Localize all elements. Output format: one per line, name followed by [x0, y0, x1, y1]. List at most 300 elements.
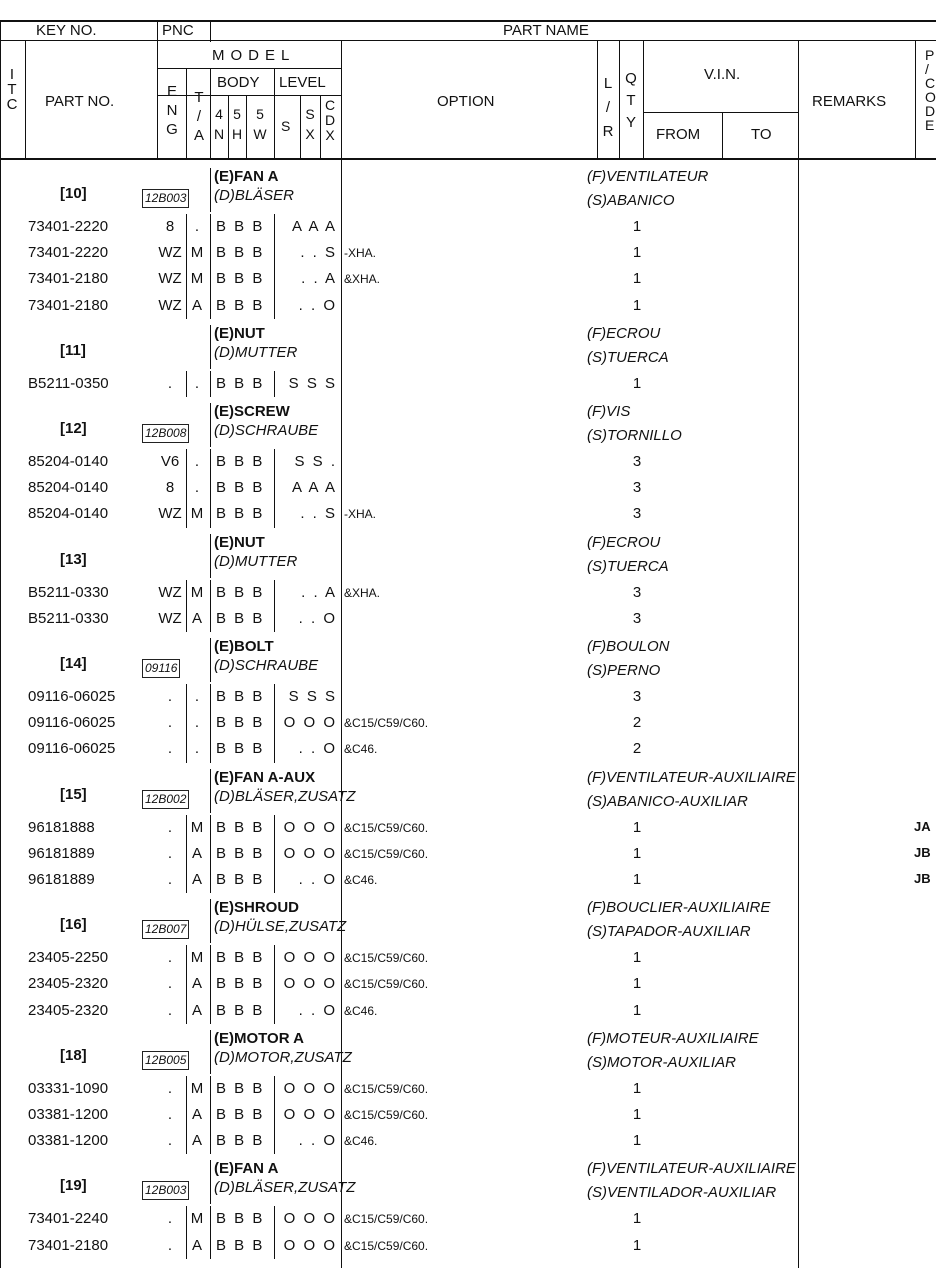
option-code: &C15/C59/C60.: [344, 977, 429, 992]
eng-code: .: [167, 1106, 173, 1123]
part-name-german: (D)MOTOR,ZUSATZ: [214, 1048, 352, 1066]
body-codes: B B B: [216, 1210, 265, 1228]
ta-code: M: [190, 244, 204, 262]
level-codes: O O O: [283, 714, 337, 732]
row-divider: [186, 945, 187, 971]
part-name-german: (D)SCHRAUBE: [214, 657, 319, 674]
part-name-german: (D)MUTTER: [214, 552, 298, 570]
part-number: 73401-2180: [28, 1236, 109, 1254]
quantity: 1: [632, 871, 642, 888]
part-name-spanish: (S)TORNILLO: [587, 427, 682, 444]
qty-header: Q T Y: [625, 70, 637, 131]
row-divider: [274, 998, 275, 1024]
pnc-box: 12B002: [142, 790, 189, 809]
part-number: B5211-0330: [28, 609, 109, 627]
ta-code: M: [190, 949, 204, 967]
option-code: -XHA.: [344, 246, 377, 261]
level-codes: O O O: [283, 1079, 337, 1097]
row-divider: [210, 371, 211, 397]
eng-code: .: [167, 714, 173, 732]
model-header: MODEL: [212, 47, 296, 64]
ta-divider: [210, 68, 211, 160]
body-codes: B B B: [216, 479, 265, 497]
level-codes: S S S: [288, 688, 337, 705]
quantity: 1: [632, 975, 642, 993]
option-code: &C15/C59/C60.: [344, 1238, 429, 1253]
part-number: 73401-2180: [28, 296, 109, 314]
to-header: TO: [751, 126, 772, 143]
row-divider: [186, 580, 187, 606]
eng-code: .: [167, 949, 173, 967]
row-divider: [274, 1233, 275, 1259]
quantity: 1: [632, 218, 642, 235]
group-divider: [210, 899, 211, 943]
level-codes: . . O: [298, 296, 337, 314]
row-divider: [274, 1206, 275, 1232]
ta-code: A: [191, 1132, 202, 1150]
eng-code: .: [167, 740, 173, 758]
body-codes: B B B: [216, 218, 265, 235]
row-divider: [274, 841, 275, 867]
ta-code: A: [191, 1106, 202, 1123]
row-divider: [210, 1102, 211, 1128]
part-name-english: (E)FAN A: [214, 168, 279, 185]
body-header: BODY: [217, 74, 260, 91]
part-number: 73401-2220: [28, 218, 109, 235]
part-name-spanish: (S)VENTILADOR-AUXILIAR: [587, 1184, 777, 1202]
row-divider: [210, 580, 211, 606]
ta-code: .: [194, 218, 200, 235]
level-codes: S S .: [294, 453, 337, 470]
part-number: B5211-0350: [28, 374, 109, 392]
part-name-english: (E)SHROUD: [214, 899, 299, 917]
option-code: &C15/C59/C60.: [344, 1212, 429, 1227]
row-divider: [186, 1206, 187, 1232]
row-divider: [186, 867, 187, 893]
ta-code: M: [190, 1210, 204, 1228]
row-divider: [210, 240, 211, 266]
body5h-divider: [246, 95, 247, 160]
pnc-divider-left: [157, 20, 158, 160]
part-name-spanish: (S)ABANICO: [587, 192, 675, 209]
ta-code: M: [190, 818, 204, 836]
pnc-box: 12B005: [142, 1051, 189, 1070]
level-s-header: S: [281, 118, 291, 134]
level-codes: . . O: [298, 871, 337, 888]
remark-code: JB: [914, 871, 931, 886]
eng-code: .: [167, 688, 173, 705]
quantity: 1: [632, 1106, 642, 1123]
body-codes: B B B: [216, 975, 265, 993]
quantity: 3: [632, 583, 642, 601]
body-codes: B B B: [216, 453, 265, 470]
ta-code: .: [194, 479, 200, 497]
body-level-divider: [274, 68, 275, 160]
eng-code: .: [167, 1001, 173, 1019]
body-codes: B B B: [216, 374, 265, 392]
part-name-french: (F)BOULON: [587, 638, 670, 655]
level-codes: O O O: [283, 1210, 337, 1228]
level-header: LEVEL: [279, 74, 326, 91]
row-divider: [210, 449, 211, 475]
part-number: 96181889: [28, 871, 95, 888]
part-number: 96181889: [28, 844, 95, 862]
part-name-french: (F)VENTILATEUR-AUXILIAIRE: [587, 768, 796, 786]
eng-code: WZ: [158, 609, 182, 627]
option-divider-left: [341, 40, 342, 160]
row-divider: [186, 684, 187, 710]
row-divider: [186, 710, 187, 736]
eng-code: .: [167, 1236, 173, 1254]
key-no-header: KEY NO.: [36, 22, 97, 39]
part-name-french: (F)ECROU: [587, 533, 661, 551]
body-codes: B B B: [216, 296, 265, 314]
row-divider: [274, 684, 275, 710]
row-divider: [210, 1076, 211, 1102]
level-codes: . . A: [301, 583, 337, 601]
option-code: &C15/C59/C60.: [344, 1081, 429, 1096]
row-divider: [210, 1206, 211, 1232]
eng-code: V6: [160, 453, 180, 470]
body-codes: B B B: [216, 714, 265, 732]
level-sx-divider: [320, 95, 321, 160]
part-name-german: (D)BLÄSER: [214, 187, 295, 204]
ta-code: M: [190, 270, 204, 288]
lr-qty-divider: [619, 40, 620, 160]
key-number: [18]: [60, 1046, 87, 1064]
eng-code: .: [167, 844, 173, 862]
remark-code: JA: [914, 818, 931, 834]
pnc-box: 12B003: [142, 189, 189, 208]
part-name-english: (E)FAN A: [214, 1160, 279, 1178]
key-number: [19]: [60, 1177, 87, 1195]
row-divider: [210, 945, 211, 971]
qty-vin-divider: [643, 40, 644, 160]
part-name-french: (F)VIS: [587, 403, 631, 420]
part-name-english: (E)NUT: [214, 324, 265, 342]
row-divider: [186, 841, 187, 867]
part-number: 09116-06025: [28, 714, 116, 732]
pnc-divider-right: [210, 20, 211, 42]
row-divider: [274, 580, 275, 606]
row-divider: [186, 998, 187, 1024]
level-codes: O O O: [283, 949, 337, 967]
level-codes: O O O: [283, 818, 337, 836]
eng-code: WZ: [158, 244, 182, 262]
model-rule: [157, 68, 341, 69]
ta-code: A: [191, 871, 202, 888]
row-divider: [210, 501, 211, 527]
part-number: 09116-06025: [28, 740, 116, 758]
option-divider-right: [597, 40, 598, 160]
quantity: 2: [632, 714, 642, 732]
ta-header: T / A: [193, 89, 204, 144]
group-divider: [210, 168, 211, 212]
from-to-divider: [722, 112, 723, 160]
remark-code: JB: [914, 844, 931, 860]
vin-rule: [643, 112, 798, 113]
body-codes: B B B: [216, 583, 265, 601]
level-codes: A A A: [291, 218, 337, 235]
itc-header: I T C: [6, 66, 18, 113]
level-codes: S S S: [288, 374, 337, 392]
eng-header: E N G: [166, 83, 178, 138]
row-divider: [210, 971, 211, 997]
level-sx-header: S X: [305, 106, 315, 142]
option-code: &XHA.: [344, 272, 381, 287]
group-divider: [210, 403, 211, 447]
body-codes: B B B: [216, 1236, 265, 1254]
body-codes: B B B: [216, 871, 265, 888]
part-number: 23405-2320: [28, 1001, 109, 1019]
quantity: 1: [632, 270, 642, 288]
eng-code: WZ: [158, 583, 182, 601]
row-divider: [274, 371, 275, 397]
quantity: 1: [632, 818, 642, 836]
body-codes: B B B: [216, 688, 265, 705]
body-codes: B B B: [216, 818, 265, 836]
part-name-french: (F)BOUCLIER-AUXILIAIRE: [587, 899, 771, 917]
ta-code: M: [190, 505, 204, 523]
ta-code: A: [191, 609, 202, 627]
part-name-german: (D)BLÄSER,ZUSATZ: [214, 1179, 356, 1197]
part-name-english: (E)FAN A-AUX: [214, 768, 316, 786]
itc-divider: [25, 40, 26, 160]
option-code: &C15/C59/C60.: [344, 716, 429, 731]
lr-header: L / R: [602, 75, 614, 140]
row-divider: [186, 371, 187, 397]
group-divider: [210, 769, 211, 813]
option-code: &C46.: [344, 873, 378, 887]
body-codes: B B B: [216, 1079, 265, 1097]
row-divider: [210, 1128, 211, 1154]
eng-divider: [186, 68, 187, 160]
body-codes: B B B: [216, 949, 265, 967]
part-name-english: (E)NUT: [214, 533, 265, 551]
quantity: 1: [632, 1210, 642, 1228]
eng-code: .: [167, 1210, 173, 1228]
option-header: OPTION: [437, 93, 495, 110]
remarks-header: REMARKS: [812, 93, 887, 110]
eng-code: 8: [165, 479, 175, 497]
quantity: 1: [632, 374, 642, 392]
part-name-header: PART NAME: [503, 22, 589, 39]
ta-code: .: [194, 714, 200, 732]
row-divider: [186, 475, 187, 501]
row-divider: [210, 710, 211, 736]
body-5h-header: 5 H: [231, 106, 243, 142]
row-divider: [210, 815, 211, 841]
key-number: [13]: [60, 550, 87, 568]
part-number: 73401-2220: [28, 244, 109, 262]
from-header: FROM: [656, 126, 701, 143]
row-divider: [186, 1076, 187, 1102]
part-name-french: (F)MOTEUR-AUXILIAIRE: [587, 1029, 759, 1047]
row-divider: [274, 815, 275, 841]
body4-divider: [228, 95, 229, 160]
part-name-spanish: (S)TUERCA: [587, 348, 669, 366]
group-divider: [210, 638, 211, 682]
body-codes: B B B: [216, 609, 265, 627]
option-code: &C46.: [344, 1003, 378, 1018]
row-divider: [210, 736, 211, 762]
quantity: 3: [632, 479, 642, 497]
row-divider: [274, 449, 275, 475]
option-code: &C46.: [344, 1134, 378, 1149]
ta-code: .: [194, 453, 200, 470]
part-number: 03381-1200: [28, 1132, 109, 1150]
part-name-german: (D)SCHRAUBE: [214, 422, 319, 439]
eng-code: WZ: [158, 296, 182, 314]
row-divider: [274, 1102, 275, 1128]
ta-code: A: [191, 844, 202, 862]
option-code: &C15/C59/C60.: [344, 846, 429, 861]
part-name-spanish: (S)ABANICO-AUXILIAR: [587, 792, 748, 810]
row-divider: [274, 214, 275, 240]
body-option-line: [341, 160, 342, 1268]
body-4n-header: 4 N: [213, 106, 225, 142]
ta-code: .: [194, 740, 200, 758]
row-divider: [186, 501, 187, 527]
part-name-german: (D)HÜLSE,ZUSATZ: [214, 918, 347, 936]
part-name-spanish: (S)PERNO: [587, 662, 661, 679]
vin-header: V.I.N.: [704, 66, 741, 83]
quantity: 2: [632, 740, 642, 758]
row-divider: [186, 1102, 187, 1128]
row-divider: [210, 841, 211, 867]
ta-code: .: [194, 688, 200, 705]
key-number: [10]: [60, 185, 87, 202]
row-divider: [186, 240, 187, 266]
quantity: 1: [632, 1132, 642, 1150]
group-divider: [210, 1160, 211, 1204]
row-divider: [210, 266, 211, 292]
level-codes: O O O: [283, 1236, 337, 1254]
quantity: 1: [632, 844, 642, 862]
eng-code: 8: [165, 218, 175, 235]
quantity: 3: [632, 688, 642, 705]
ta-code: A: [191, 1001, 202, 1019]
level-codes: . . S: [300, 505, 337, 523]
row-divider: [210, 475, 211, 501]
row-divider: [210, 214, 211, 240]
row-divider: [274, 475, 275, 501]
body-remarks-line: [798, 160, 799, 1268]
part-number: 85204-0140: [28, 479, 109, 497]
pnc-header: PNC: [162, 22, 194, 39]
body-codes: B B B: [216, 844, 265, 862]
row-divider: [186, 1233, 187, 1259]
level-codes: O O O: [283, 975, 337, 993]
key-number: [11]: [60, 341, 86, 359]
key-number: [12]: [60, 420, 87, 437]
part-name-spanish: (S)TUERCA: [587, 557, 669, 575]
body-codes: B B B: [216, 1132, 265, 1150]
row-divider: [186, 266, 187, 292]
group-divider: [210, 534, 211, 578]
option-code: &C15/C59/C60.: [344, 951, 429, 966]
row-divider: [186, 971, 187, 997]
ta-code: .: [194, 374, 200, 392]
row-divider: [274, 606, 275, 632]
option-code: &C15/C59/C60.: [344, 1108, 429, 1122]
quantity: 1: [632, 1079, 642, 1097]
eng-code: .: [167, 975, 173, 993]
quantity: 3: [632, 609, 642, 627]
option-code: &XHA.: [344, 585, 381, 600]
quantity: 1: [632, 296, 642, 314]
row-divider: [186, 293, 187, 319]
part-number: 03331-1090: [28, 1079, 109, 1097]
row-divider: [210, 998, 211, 1024]
ta-code: M: [190, 1079, 204, 1097]
row-divider: [274, 945, 275, 971]
part-number: 96181888: [28, 818, 95, 836]
part-no-header: PART NO.: [45, 93, 115, 110]
eng-code: .: [167, 1079, 173, 1097]
row-divider: [274, 867, 275, 893]
level-codes: . . O: [298, 1132, 337, 1150]
vin-remarks-divider: [798, 40, 799, 160]
pcode-header: P / C O D E: [925, 47, 936, 133]
level-s-divider: [300, 95, 301, 160]
part-number: 85204-0140: [28, 453, 109, 470]
body-level-rule: [157, 95, 341, 96]
quantity: 1: [632, 244, 642, 262]
quantity: 3: [632, 453, 642, 470]
part-name-french: (F)ECROU: [587, 324, 661, 342]
level-codes: . . O: [298, 1001, 337, 1019]
option-code: &C15/C59/C60.: [344, 820, 429, 835]
part-number: 09116-06025: [28, 688, 116, 705]
pnc-box: 12B008: [142, 424, 189, 443]
part-name-english: (E)MOTOR A: [214, 1029, 304, 1047]
part-name-spanish: (S)MOTOR-AUXILIAR: [587, 1053, 736, 1071]
key-number: [15]: [60, 785, 87, 803]
row-divider: [210, 293, 211, 319]
row-divider: [186, 815, 187, 841]
level-codes: O O O: [283, 844, 337, 862]
part-name-german: (D)BLÄSER,ZUSATZ: [214, 787, 356, 805]
body-codes: B B B: [216, 1001, 265, 1019]
row-divider: [274, 501, 275, 527]
quantity: 1: [632, 949, 642, 967]
header-bottom-rule: [0, 158, 936, 160]
quantity: 1: [632, 1001, 642, 1019]
eng-code: WZ: [158, 505, 182, 523]
row-divider: [274, 240, 275, 266]
quantity: 3: [632, 505, 642, 523]
row-divider: [274, 1128, 275, 1154]
key-number: [16]: [60, 916, 87, 934]
table-left-border: [0, 20, 1, 1268]
level-codes: A A A: [291, 479, 337, 497]
group-divider: [210, 1030, 211, 1074]
ta-code: M: [190, 583, 204, 601]
quantity: 1: [632, 1236, 642, 1254]
row-divider: [274, 1076, 275, 1102]
body-codes: B B B: [216, 505, 265, 523]
level-codes: . . O: [298, 740, 337, 758]
level-codes: . . A: [301, 270, 337, 288]
eng-code: .: [167, 871, 173, 888]
row-divider: [210, 684, 211, 710]
header-top-rule: [0, 20, 936, 22]
body-codes: B B B: [216, 270, 265, 288]
part-name-french: (F)VENTILATEUR-AUXILIAIRE: [587, 1160, 796, 1178]
row-divider: [186, 1128, 187, 1154]
eng-code: .: [167, 374, 173, 392]
